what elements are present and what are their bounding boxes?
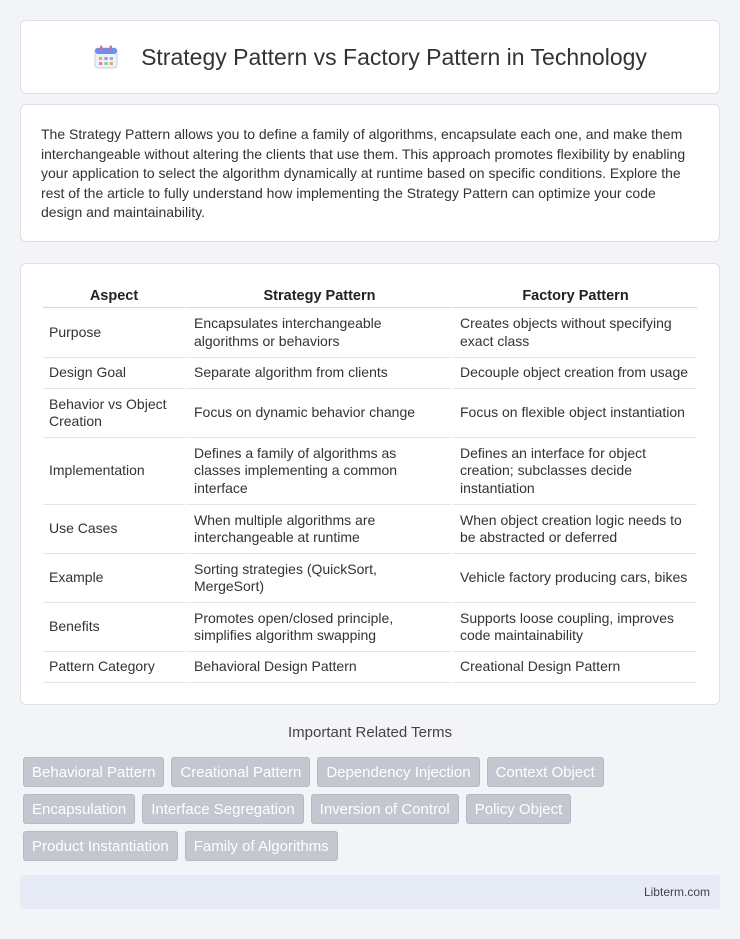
table-cell: Vehicle factory producing cars, bikes [451, 554, 697, 603]
table-row [43, 554, 697, 603]
related-term-tag[interactable]: Interface Segregation [142, 794, 303, 824]
footer [20, 875, 720, 909]
table-cell: Supports loose coupling, improves code maintainability [451, 603, 697, 652]
table-cell: Defines a family of algorithms as classes implementing a common interface [185, 438, 451, 505]
related-term-tag[interactable]: Product Instantiation [23, 831, 178, 861]
comparison-table [43, 286, 697, 683]
footer-site-link[interactable]: Libterm.com [643, 885, 710, 899]
calendar-icon [93, 44, 119, 70]
table-cell: Creates objects without specifying exact class [451, 308, 697, 358]
table-cell: Decouple object creation from usage [451, 358, 697, 389]
comparison-table-card [20, 263, 720, 705]
related-term-tag[interactable]: Behavioral Pattern [23, 757, 164, 787]
related-term-tag[interactable]: Context Object [487, 757, 604, 787]
table-cell: Behavioral Design Pattern [185, 652, 451, 683]
column-header: Aspect [43, 286, 185, 308]
table-cell: Benefits [43, 603, 185, 652]
table-cell: Use Cases [43, 505, 185, 554]
table-row [43, 505, 697, 554]
table-cell: Promotes open/closed principle, simplifies algorithm swapping [185, 603, 451, 652]
table-cell: Focus on flexible object instantiation [451, 389, 697, 438]
intro-card [20, 104, 720, 242]
table-row [43, 438, 697, 505]
table-cell: Design Goal [43, 358, 185, 389]
related-term-tag[interactable]: Creational Pattern [171, 757, 310, 787]
related-term-tag[interactable]: Dependency Injection [317, 757, 479, 787]
table-cell: When multiple algorithms are interchangeable at runtime [185, 505, 451, 554]
table-cell: Pattern Category [43, 652, 185, 683]
related-term-tag[interactable]: Encapsulation [23, 794, 135, 824]
table-row [43, 358, 697, 389]
related-term-tag[interactable]: Inversion of Control [311, 794, 459, 824]
related-terms-title: Important Related Terms [288, 724, 452, 741]
table-cell: Creational Design Pattern [451, 652, 697, 683]
table-cell: Sorting strategies (QuickSort, MergeSort) [185, 554, 451, 603]
column-header: Strategy Pattern [185, 286, 451, 308]
intro-text: The Strategy Pattern allows you to define a family of algorithms, encapsulate each one, and make them interchangeable without altering the clients that use them. This approach promotes flexibility by enabling your application to select the algorithm dynamically at runtime based on specific conditions. Explore the rest of the article to fully understand how implementing the Strategy Pattern can optimize your code design and maintainability. [41, 126, 686, 221]
related-term-tag[interactable]: Policy Object [466, 794, 572, 824]
table-row [43, 308, 697, 358]
page-title: Strategy Pattern vs Factory Pattern in Technology [141, 43, 647, 70]
table-cell: Separate algorithm from clients [185, 358, 451, 389]
table-cell: Example [43, 554, 185, 603]
related-terms-list [23, 757, 723, 861]
table-header-row [43, 286, 697, 308]
table-row [43, 652, 697, 683]
table-cell: Implementation [43, 438, 185, 505]
table-cell: Defines an interface for object creation; subclasses decide instantiation [451, 438, 697, 505]
table-cell: When object creation logic needs to be abstracted or deferred [451, 505, 697, 554]
table-cell: Purpose [43, 308, 185, 358]
table-cell: Behavior vs Object Creation [43, 389, 185, 438]
table-cell: Encapsulates interchangeable algorithms or behaviors [185, 308, 451, 358]
table-cell: Focus on dynamic behavior change [185, 389, 451, 438]
table-row [43, 389, 697, 438]
title-header [20, 20, 720, 94]
column-header: Factory Pattern [451, 286, 697, 308]
related-term-tag[interactable]: Family of Algorithms [185, 831, 338, 861]
table-row [43, 603, 697, 652]
